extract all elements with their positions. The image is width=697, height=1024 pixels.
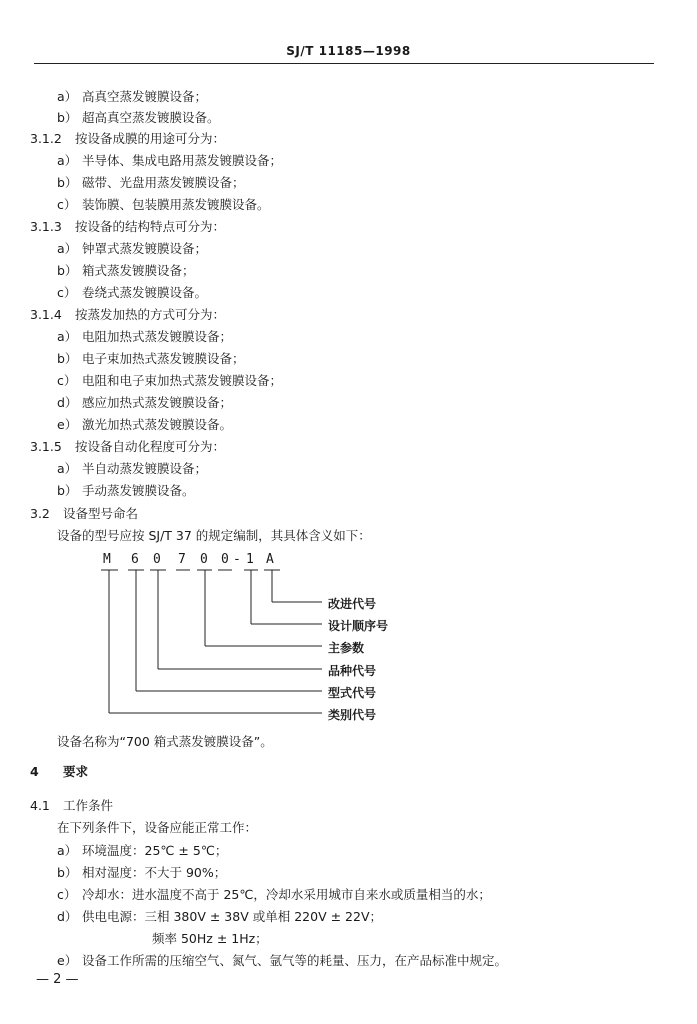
section-title: 按设备的结构特点可分为： [75,219,226,234]
label-model-type-code: 型式代号 [328,686,377,700]
item-label: b） [57,351,78,366]
item-label: a） [57,153,78,168]
section-number: 3.2 [30,506,50,521]
item-text: 高真空蒸发镀膜设备； [82,89,208,104]
item-label: c） [57,285,77,300]
list-item [57,843,227,859]
list-item [57,909,382,925]
code-char: 6 [131,552,139,567]
item-label: c） [57,887,77,902]
item-text: 环境温度：25℃ ± 5℃； [82,843,228,858]
paragraph: 设备的型号应按 SJ/T 37 的规定编制，其具体含义如下： [57,528,371,543]
section-heading-4 [30,764,88,780]
section-number: 3.1.5 [30,439,62,454]
item-text: 手动蒸发镀膜设备。 [82,483,195,498]
item-text: 电阻和电子束加热式蒸发镀膜设备； [82,373,283,388]
item-text: 装饰膜、包装膜用蒸发镀膜设备。 [82,197,270,212]
item-label: e） [57,417,78,432]
item-text: 电阻加热式蒸发镀膜设备； [82,329,233,344]
item-text: 钟罩式蒸发镀膜设备； [82,241,208,256]
item-text: 磁带、光盘用蒸发镀膜设备； [82,175,245,190]
item-label: b） [57,483,78,498]
section-number: 3.1.3 [30,219,62,234]
standard-code-header: SJ/T 11185—1998 [286,44,411,58]
label-main-parameter: 主参数 [328,641,365,655]
item-text: 半自动蒸发镀膜设备； [82,461,208,476]
item-text: 感应加热式蒸发镀膜设备； [82,395,233,410]
list-item [57,953,507,969]
label-design-sequence: 设计顺序号 [328,619,389,633]
item-label: b） [57,865,78,880]
item-text: 电子束加热式蒸发镀膜设备； [82,351,245,366]
section-heading-4-1 [30,798,113,814]
label-variety-code: 品种代号 [328,664,377,678]
section-title: 按蒸发加热的方式可分为： [75,307,226,322]
item-label: c） [57,197,77,212]
code-char: - [233,552,241,567]
item-label: b） [57,175,78,190]
code-char: 1 [246,552,254,567]
section-title: 按设备成膜的用途可分为： [75,131,226,146]
section-title: 要求 [63,764,89,779]
label-category-code: 类别代号 [328,708,377,722]
page-number: — 2 — [36,972,79,987]
item-label: b） [57,263,78,278]
section-title: 工作条件 [63,798,114,813]
section-number: 3.1.2 [30,131,62,146]
item-text: 半导体、集成电路用蒸发镀膜设备； [82,153,283,168]
section-number: 3.1.4 [30,307,62,322]
item-label: b） [57,110,78,125]
list-item [57,865,226,881]
section-title: 按设备自动化程度可分为： [75,439,226,454]
item-text: 超高真空蒸发镀膜设备。 [82,110,220,125]
item-label: a） [57,843,78,858]
item-text: 设备工作所需的压缩空气、氮气、氩气等的耗量、压力，在产品标准中规定。 [82,953,508,968]
paragraph: 设备名称为“700 箱式蒸发镀膜设备”。 [57,734,273,749]
item-label: d） [57,909,78,924]
item-label: a） [57,461,78,476]
item-text: 箱式蒸发镀膜设备； [82,263,195,278]
item-text: 供电电源：三相 380V ± 38V 或单相 220V ± 22V； [82,909,382,924]
section-number: 4 [30,764,39,779]
code-char: 7 [178,552,186,567]
item-text: 激光加热式蒸发镀膜设备。 [82,417,233,432]
section-title: 设备型号命名 [63,506,139,521]
code-char: M [103,552,111,567]
item-text: 冷却水：进水温度不高于 25℃，冷却水采用城市自来水或质量相当的水； [82,887,491,902]
section-number: 4.1 [30,798,50,813]
code-char: 0 [200,552,208,567]
item-label: a） [57,241,78,256]
list-item [57,887,491,903]
list-item-continuation: 频率 50Hz ± 1Hz； [152,931,268,946]
item-text: 卷绕式蒸发镀膜设备。 [82,285,208,300]
item-label: d） [57,395,78,410]
item-label: e） [57,953,78,968]
code-char: A [266,552,274,567]
paragraph: 在下列条件下，设备应能正常工作： [57,820,258,835]
item-text: 相对湿度：不大于 90%； [82,865,227,880]
code-char: 0 [153,552,161,567]
item-label: a） [57,329,78,344]
label-improvement-code: 改进代号 [328,597,377,611]
item-label: a） [57,89,78,104]
code-char: 0 [221,552,229,567]
item-label: c） [57,373,77,388]
